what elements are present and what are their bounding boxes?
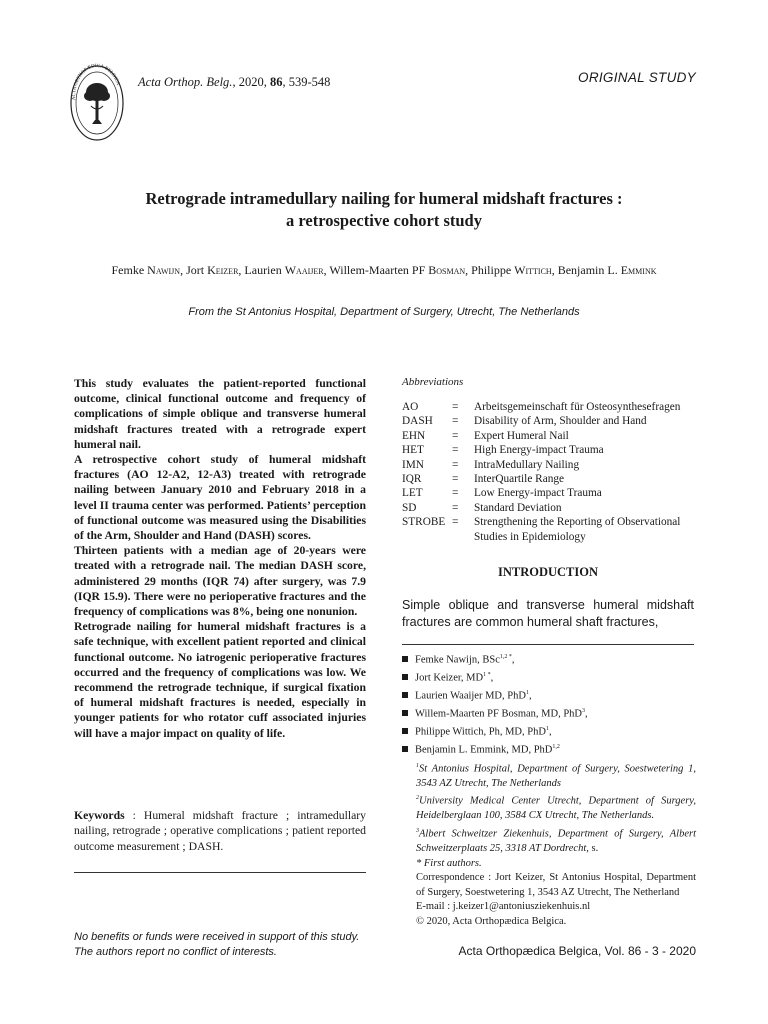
keywords-text: : Humeral midshaft fracture ; intramedullary nailing, retrograde ; operative complications ; patient reported outcome measurement ; DASH.: [74, 809, 366, 853]
credit-author: Willem-Maarten PF Bosman, MD, PhD$^3$,: [402, 704, 696, 722]
credit-author: Femke Nawijn, BSc$^{1,2 *}$,: [402, 650, 696, 668]
logo-arc-text: ACTA ORTHOPÆDICA BELGICA: [71, 63, 121, 101]
introduction-text: Simple oblique and transverse humeral midshaft fractures are common humeral shaft fractures,: [402, 598, 694, 629]
citation-volume: 86: [269, 75, 283, 89]
abstract-paragraph: This study evaluates the patient-reported functional outcome, clinical functional outcome and frequency of complications of simple oblique and transverse humeral midshaft fractures treated with a retrograde expert humeral nail.: [74, 377, 366, 451]
funding-line: No benefits or funds were received in support of this study.: [74, 931, 360, 943]
credit-author: Jort Keizer, $MD^{1 *}$,: [402, 668, 696, 686]
abbreviation-row: SD = Standard Deviation: [402, 501, 562, 514]
author: Benjamin L. Emmink: [557, 263, 657, 277]
abbreviation-row: EHN = Expert Humeral Nail: [402, 429, 569, 442]
abbreviation-row: DASH = Disability of Arm, Shoulder and Hand: [402, 415, 647, 428]
study-type-label: ORIGINAL STUDY: [578, 70, 696, 85]
affiliation-2: $^2$University Medical Center Utrecht, Department of Surgery, Heidelberglaan 100, 3584 CX Utrecht, The Netherlands.: [416, 795, 696, 822]
divider: [402, 644, 694, 645]
first-authors-note: * First authors.: [416, 857, 482, 869]
affiliation-1: $^1$St Antonius Hospital, Department of Surgery, Soestwetering 1, 3543 AZ Utrecht, The Netherlands: [416, 762, 696, 789]
citation-year: , 2020,: [232, 75, 270, 89]
title-line-2: a retrospective cohort study: [286, 211, 482, 230]
abstract-paragraph: Thirteen patients with a median age of 20-years were treated with a retrograde nail. The median DASH score, administered 29 months (IQR 74) after surgery, was 7.9 (IQR 15.9). There were no perioperative fractures and the frequency of complications was 8%, being one nonunion.: [74, 544, 366, 619]
abbreviation-row: STROBE = Strengthening the Reporting of Observational Studies in Epidemiology: [402, 516, 681, 543]
author: Jort Keizer,: [186, 263, 245, 277]
abbreviation-row: IMN = IntraMedullary Nailing: [402, 458, 580, 471]
abbreviation-row: HET = High Energy-impact Trauma: [402, 444, 604, 457]
paper-title: [0, 188, 768, 232]
journal-logo: [68, 62, 126, 144]
credit-author: Laurien Waaijer MD, PhD$^1$,: [402, 686, 696, 704]
abstract-paragraph: Retrograde nailing for humeral midshaft fractures is a safe technique, with excellent patient reported and clinical functional outcome. No iatrogenic perioperative fractures occurred and the frequency of complications was low. We recommend the retrograde technique, if surgical fixation of humeral midshaft fractures is needed, especially in younger patients for who rotator cuff associated injuries will have a major impact on quality of life.: [74, 620, 366, 740]
author-list: [0, 263, 768, 278]
abstract-paragraph: A retrospective cohort study of humeral midshaft fractures (AO 12-A2, 12-A3) treated with retrograde nailing between January 2010 and February 2018 in a level II trauma center was performed. Patients’ perception of functional outcome was measured using the Disabilities of the Arm, Shoulder and Hand (DASH) scores.: [74, 453, 366, 543]
divider: [74, 872, 366, 873]
author: Laurien Waaijer,: [244, 263, 330, 277]
author: Philippe Wittich,: [471, 263, 558, 277]
bullet-icon: [402, 656, 408, 662]
abbreviations-table: [402, 400, 702, 544]
journal-name: Acta Orthop. Belg.: [138, 75, 233, 89]
bullet-icon: [402, 728, 408, 734]
affiliation-3: $^3$Albert Schweitzer Ziekenhuis, Department of Surgery, Albert Schweitzerplaats 25, 3318 AT Dordrecht, s.: [416, 827, 696, 855]
issue-info: Acta Orthopædica Belgica, Vol. 86 - 3 - 2020: [458, 944, 696, 958]
credit-author: Philippe Wittich, Ph, MD, PhD$^1$,: [402, 722, 696, 740]
keywords: [74, 808, 366, 854]
keywords-label: Keywords: [74, 809, 125, 822]
abbreviation-row: AO = Arbeitsgemeinschaft für Osteosynthesefragen: [402, 401, 681, 413]
abbreviation-row: IQR = InterQuartile Range: [402, 473, 565, 486]
title-line-1: Retrograde intramedullary nailing for humeral midshaft fractures :: [145, 189, 623, 208]
bullet-icon: [402, 746, 408, 752]
citation-pages: , 539-548: [282, 75, 331, 89]
author-credits: [402, 650, 696, 930]
bullet-icon: [402, 692, 408, 698]
copyright: © 2020, Acta Orthopædica Belgica.: [416, 916, 567, 927]
funding-note: [74, 930, 359, 960]
author: Femke Nawijn,: [111, 263, 187, 277]
bullet-icon: [402, 710, 408, 716]
correspondence: Correspondence : Jort Keizer, St Antonius Hospital, Department of Surgery, Soestwetering 1, 3543 AZ Utrecht, The Netherland: [416, 872, 696, 898]
credit-author: Benjamin L. Emmink, MD, PhD$^{1,2}$: [402, 740, 696, 758]
author: Willem-Maarten PF Bosman,: [329, 263, 472, 277]
affiliation-line: From the St Antonius Hospital, Department of Surgery, Utrecht, The Netherlands: [188, 306, 580, 318]
abbreviation-row: LET = Low Energy-impact Trauma: [402, 487, 602, 500]
abstract: [74, 376, 366, 741]
email: E-mail : j.keizer1@antoniusziekenhuis.nl: [416, 901, 591, 913]
journal-citation: [138, 75, 330, 90]
abbreviations-heading: Abbreviations: [402, 376, 464, 388]
introduction-heading: INTRODUCTION: [497, 565, 598, 579]
bullet-icon: [402, 674, 408, 680]
conflict-line: The authors report no conflict of interests.: [74, 946, 277, 958]
